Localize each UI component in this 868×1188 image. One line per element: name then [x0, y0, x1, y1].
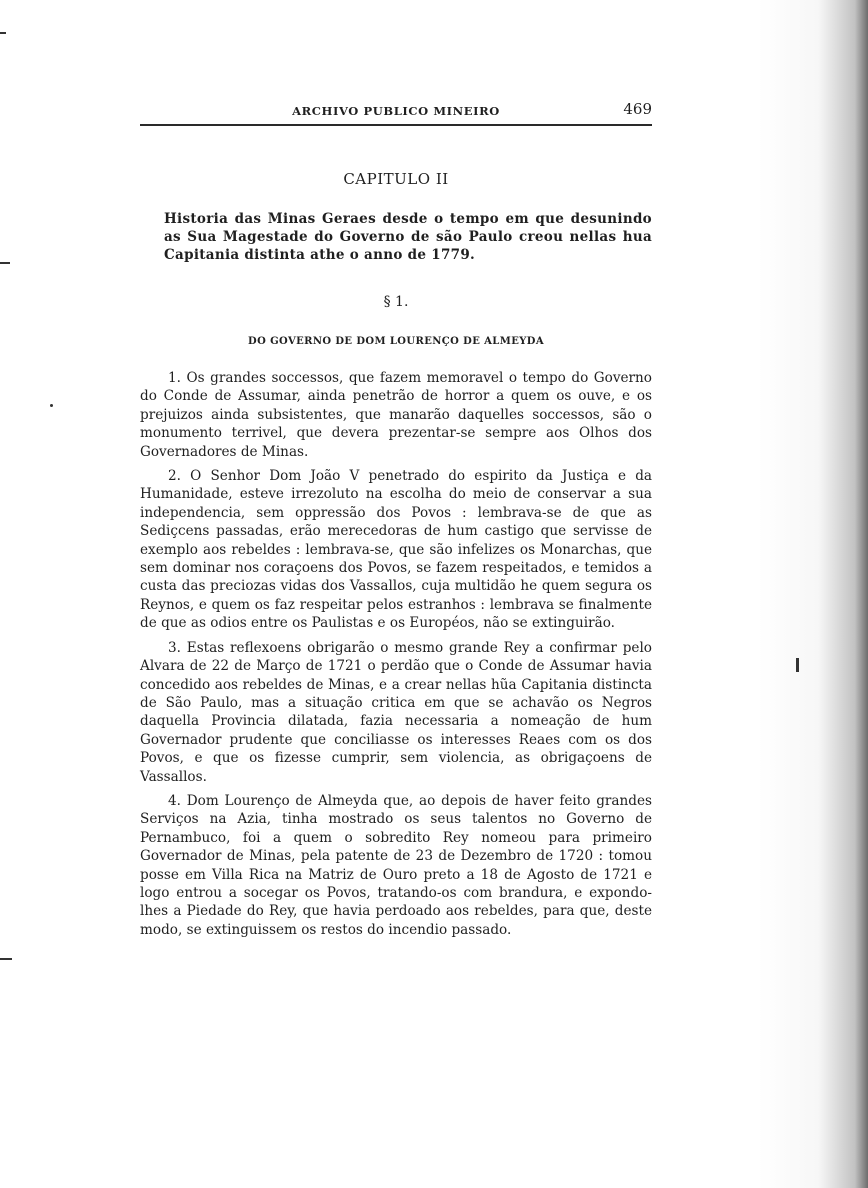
margin-tick — [796, 658, 799, 672]
margin-dot — [50, 404, 53, 407]
margin-tick — [0, 262, 10, 264]
paragraph: 3. Estas reflexoens obrigarão o mesmo grande Rey a confirmar pelo Alvara de 22 de Março de 1721 o perdão que o Conde de Assumar havia concedido aos rebeldes de Minas, e a crear nellas hũa Capitania distincta de São Paulo, mas a situação critica em que se achavão os Negros daquella Provincia dilatada, fazia necessaria a nomeação de hum Governador prudente que conciliasse os interesses Reaes com os dos Povos, e que os fizesse cumprir, sem violencia, as obrigaçoens de Vassallos. — [140, 639, 652, 785]
running-header — [140, 96, 652, 126]
margin-tick — [0, 32, 6, 34]
section-title: DO GOVERNO DE DOM LOURENÇO DE ALMEYDA — [248, 336, 544, 347]
section-mark: § 1. — [383, 294, 409, 310]
page-number: 469 — [623, 100, 652, 118]
margin-tick — [0, 958, 12, 960]
body-text — [140, 369, 652, 939]
chapter-subtitle: Historia das Minas Geraes desde o tempo em que desunindo as Sua Magestade do Governo de são Paulo creou nellas hua Capitania distinta athe o anno de 1779. — [164, 211, 652, 263]
paragraph: 1. Os grandes soccessos, que fazem memoravel o tempo do Governo do Conde de Assumar, ainda penetrão de horror a quem os ouve, e os prejuizos ainda subsistentes, que manarão daquelles soccessos, são o monumento terrivel, que devera prezentar-se sempre aos Olhos dos Governadores de Minas. — [140, 370, 652, 460]
document-page — [140, 96, 652, 945]
running-title: ARCHIVO PUBLICO MINEIRO — [292, 104, 500, 118]
paragraph: 2. O Senhor Dom João V penetrado do espirito da Justiça e da Humanidade, esteve irrezoluto na escolha do meio de conservar a sua independencia, sem oppressão dos Povos : lembrava-se de que as Sediçcens passadas, erão merecedoras de hum castigo que servisse de exemplo aos rebeldes : lembrava-se, que são infelizes os Monarchas, que sem dominar nos coraçoens dos Povos, se fazem respeitados, e temidos a custa das preciozas vidas dos Vassallos, cuja multidão he quem segura os Reynos, e quem os faz respeitar pelos estranhos : lembrava se finalmente de que as odios entre os Paulistas e os Européos, não se extinguirão. — [140, 468, 652, 632]
scan-edge-shadow — [758, 0, 868, 1188]
chapter-heading: CAPITULO II — [343, 170, 449, 188]
paragraph: 4. Dom Lourenço de Almeyda que, ao depois de haver feito grandes Serviços na Azia, tinha mostrado os seus talentos no Governo de Pernambuco, foi a quem o sobredito Rey nomeou para primeiro Governador de Minas, pela patente de 23 de Dezembro de 1720 : tomou posse em Villa Rica na Matriz de Ouro preto a 18 de Agosto de 1721 e logo entrou a socegar os Povos, tratando-os com brandura, e expondo-lhes a Piedade do Rey, que havia perdoado aos rebeldes, para que, deste modo, se extinguissem os restos do incendio passado. — [140, 792, 652, 938]
